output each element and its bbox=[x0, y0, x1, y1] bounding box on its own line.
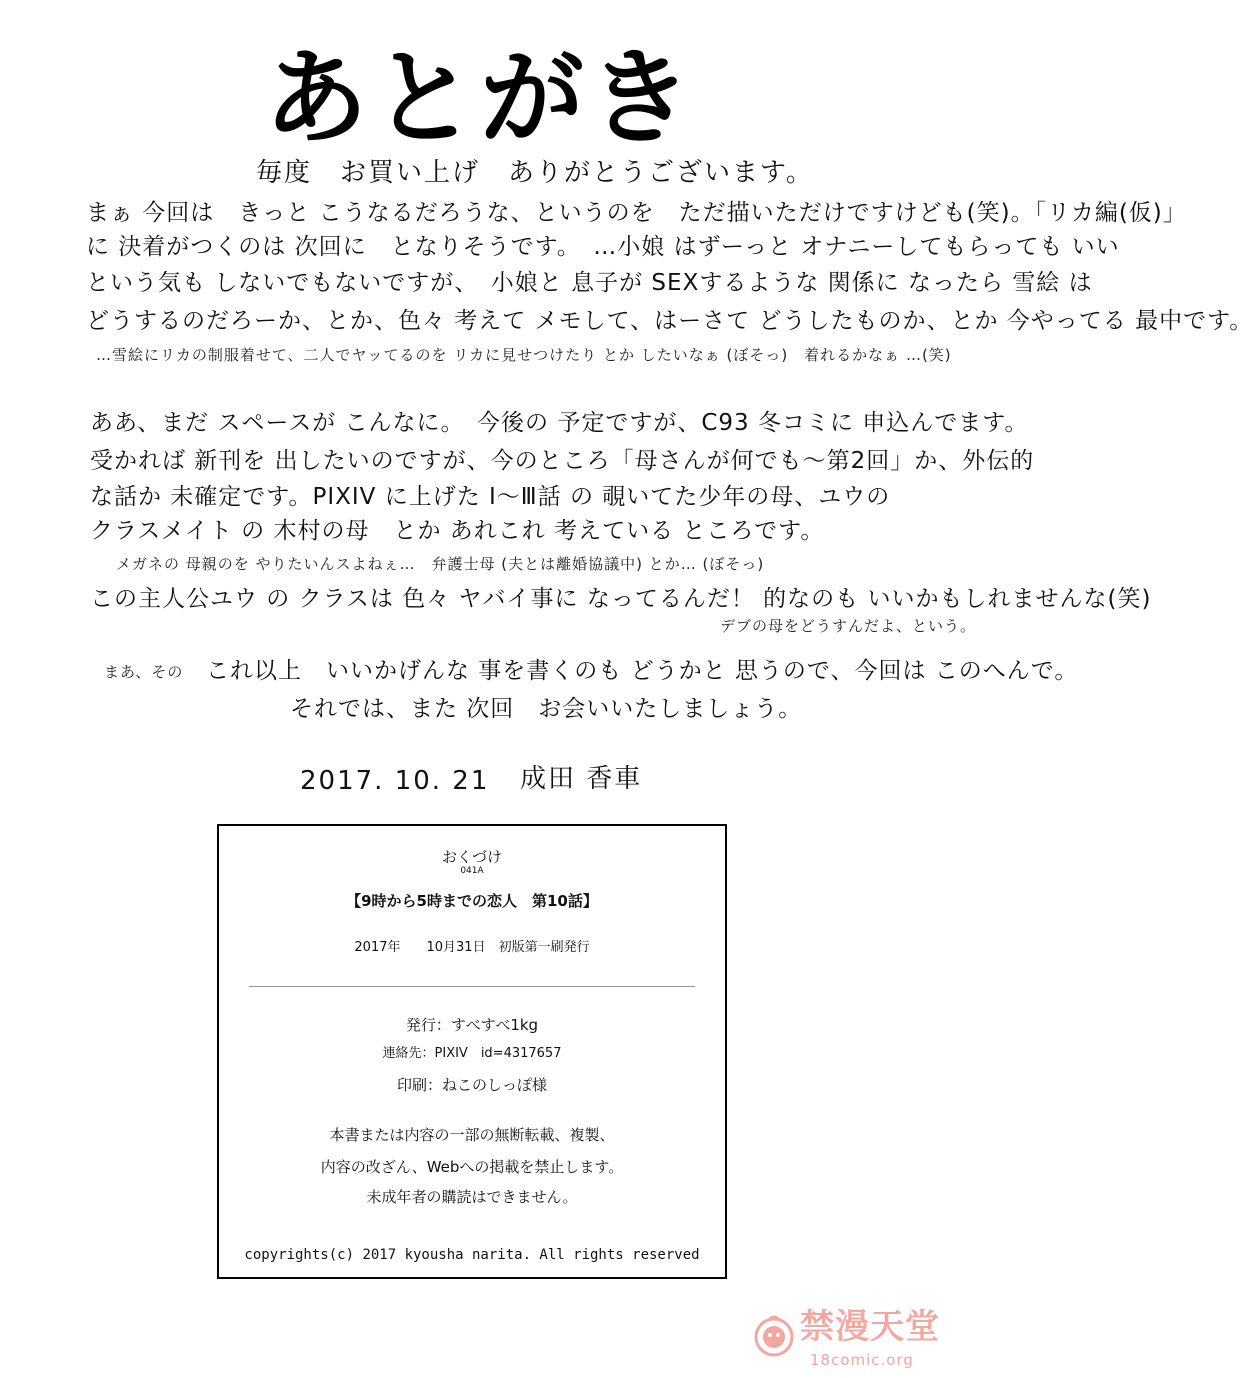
colophon-heading: おくづけ bbox=[441, 848, 502, 866]
paragraph-2-last-line: この主人公ユウ の クラスは 色々 ヤバイ事に なってるんだ！ 的なのも いいかもしれませんな(笑) bbox=[90, 586, 1152, 612]
watermark-logo bbox=[748, 1303, 948, 1375]
paragraph-2-line-3: な話か 未確定です。PIXIV に上げた Ⅰ〜Ⅲ話 の 覗いてた少年の母、ユウの bbox=[90, 484, 891, 510]
afterword-title: あとがき bbox=[263, 36, 696, 159]
watermark-url: 18comic.org bbox=[810, 1351, 914, 1369]
colophon-box bbox=[217, 824, 727, 1279]
signature-date: 2017. 10. 21 bbox=[300, 766, 490, 796]
closing-line-1: これ以上 いいかげんな 事を書くのも どうかと 思うので、今回は このへんで。 bbox=[206, 658, 1079, 684]
colophon-issue-date: 2017年 10月31日 初版第一刷発行 bbox=[354, 940, 590, 955]
paragraph-2-line-4: クラスメイト の 木村の母 とか あれこれ 考えている ところです。 bbox=[90, 518, 825, 544]
paragraph-2-line-1: ああ、まだ スペースが こんなに。 今後の 予定ですが、C93 冬コミに 申込んでます。 bbox=[90, 410, 1029, 436]
closing-prefix: まあ、その bbox=[104, 663, 184, 681]
paragraph-1-line-4: どうするのだろーか、とか、色々 考えて メモして、はーさて どうしたものか、とか 今やってる 最中です。 bbox=[86, 308, 1253, 334]
paragraph-2-line-2: 受かれば 新刊を 出したいのですが、今のところ「母さんが何でも〜第2回」か、外伝的 bbox=[90, 448, 1035, 474]
paragraph-1-line-3: という気も しないでもないですが、 小娘と 息子が SEXするような 関係に なったら 雪絵 は bbox=[86, 270, 1093, 296]
paragraph-2-last-aside: デブの母をどうすんだよ、という。 bbox=[720, 617, 977, 635]
colophon-notice-2: 内容の改ざん、Webへの掲載を禁止します。 bbox=[320, 1158, 624, 1176]
colophon-contact: 連絡先：PIXIV id=4317657 bbox=[382, 1046, 562, 1061]
colophon-notice-3: 未成年者の購読はできません。 bbox=[366, 1188, 578, 1206]
colophon-printer: 印刷：ねこのしっぽ様 bbox=[396, 1076, 547, 1094]
paragraph-1-line-2: に 決着がつくのは 次回に となりそうです。 …小娘 はずーっと オナニーしてもらっても いい bbox=[86, 234, 1120, 260]
colophon-divider bbox=[249, 986, 695, 987]
closing-line-2: それでは、また 次回 お会いいたしましょう。 bbox=[290, 696, 803, 722]
colophon-code: 041A bbox=[460, 866, 484, 876]
watermark-text: 禁漫天堂 bbox=[800, 1307, 940, 1347]
colophon-book-title: 【9時から5時までの恋人 第10話】 bbox=[346, 892, 598, 910]
paragraph-1-line-1: まぁ 今回は きっと こうなるだろうな、というのを ただ描いただけですけども(笑)。「リカ編(仮)」 bbox=[86, 200, 1187, 226]
greeting-line: 毎度 お買い上げ ありがとうございます。 bbox=[256, 158, 814, 188]
paragraph-1-aside: …雪絵にリカの制服着せて、二人でヤッてるのを リカに見せつけたり とか したいなぁ (ぼそっ) 着れるかなぁ …(笑) bbox=[96, 346, 952, 364]
colophon-publisher: 発行：すべすべ1kg bbox=[405, 1016, 539, 1034]
paragraph-2-aside: メガネの 母親のを やりたいんスよねぇ… 弁護士母 (夫とは離婚協議中) とか… (ぼそっ) bbox=[116, 555, 765, 573]
colophon-copyright: copyrights(c) 2017 kyousha narita. All rights reserved bbox=[244, 1247, 700, 1263]
colophon-notice-1: 本書または内容の一部の無断転載、複製、 bbox=[329, 1126, 615, 1144]
signature-author: 成田 香車 bbox=[520, 764, 643, 794]
bird-logo-icon bbox=[752, 1313, 796, 1357]
